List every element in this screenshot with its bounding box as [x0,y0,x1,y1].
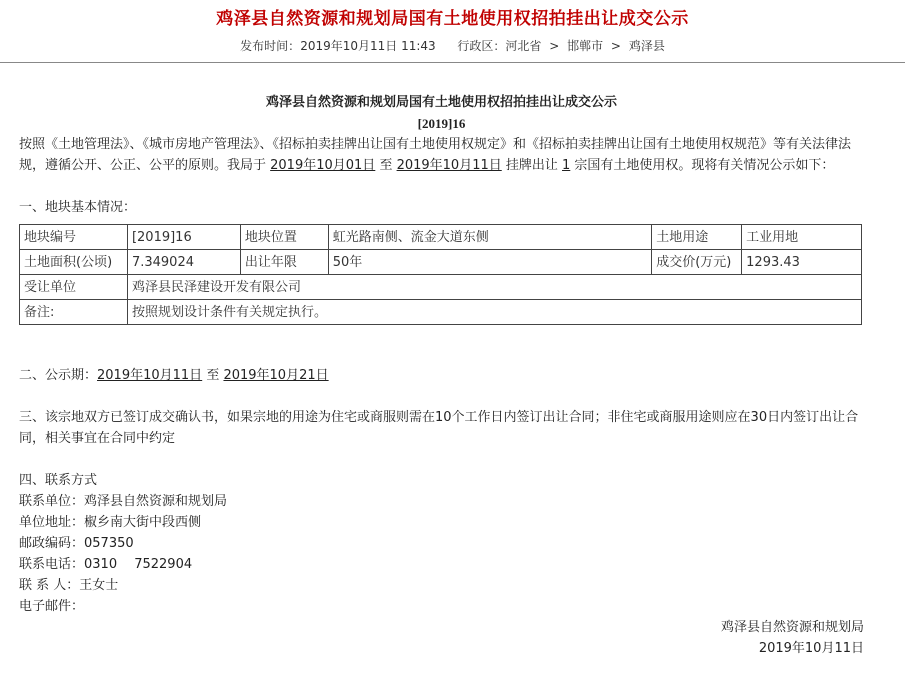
region-province: 河北省 [505,39,542,53]
contact-postcode: 邮政编码：057350 [19,536,134,551]
region-city: 邯郸市 [567,39,604,53]
page-title: 鸡泽县自然资源和规划局国有土地使用权招拍挂出让成交公示 [216,9,689,29]
contact-email: 电子邮件： [19,599,85,614]
document-title: 鸡泽县自然资源和规划局国有土地使用权招拍挂出让成交公示 [265,95,617,110]
region-county: 鸡泽县 [628,39,665,53]
parcel-count: 1 [562,158,571,173]
location-label: 地块位置 [240,225,328,250]
term: 50年 [328,250,651,275]
region-label: 行政区： [457,39,506,53]
page-header [0,0,905,63]
publish-meta [0,37,905,54]
remark-label: 备注: [20,300,128,325]
publish-label: 发布时间： [240,39,301,53]
breadcrumb-separator: > [549,39,560,53]
contact-unit: 联系单位：鸡泽县自然资源和规划局 [19,494,228,509]
section-1-heading: 一、地块基本情况： [19,200,137,215]
signature-org: 鸡泽县自然资源和规划局 [720,620,864,635]
contact-phone: 联系电话：0310 7522904 [19,557,193,572]
document-number: [2019]16 [417,116,466,131]
table-row [20,300,862,325]
table-row [20,250,862,275]
listing-start-date: 2019年10月01日 [270,158,376,173]
parcel-no-label: 地块编号 [20,225,128,250]
listing-end-date: 2019年10月11日 [396,158,502,173]
location: 虹光路南侧、流金大道东侧 [328,225,651,250]
land-use: 工业用地 [742,225,862,250]
use-label: 土地用途 [652,225,742,250]
notice-content [19,92,864,659]
section-4-heading: 四、联系方式 [19,473,98,488]
intro-paragraph: 按照《土地管理法》、《城市房地产管理法》、《招标拍卖挂牌出让国有土地使用权规定》和《招标拍卖挂牌出让国有土地使用权规范》等有关法律法规，遵循公开、公正、公平的原则。我局于 2019年10月01日 至 2019年10月11日 挂牌出让 1 宗国有土地使用权。现将有关情况公示如下： [19,137,852,173]
breadcrumb-separator: > [610,39,621,53]
section-2: 二、公示期：2019年10月11日 至 2019年10月21日 [19,368,329,383]
remark: 按照规划设计条件有关规定执行。 [127,300,861,325]
parcel-info-table [19,224,862,325]
price-label: 成交价(万元) [652,250,742,275]
area: 7.349024 [127,250,240,275]
table-row [20,275,862,300]
term-label: 出让年限 [240,250,328,275]
table-row [20,225,862,250]
signature-date: 2019年10月11日 [758,641,864,656]
period-start-date: 2019年10月11日 [97,368,203,383]
buyer-label: 受让单位 [20,275,128,300]
contact-address: 单位地址：椒乡南大街中段西侧 [19,515,202,530]
buyer: 鸡泽县民泽建设开发有限公司 [127,275,861,300]
contact-person: 联 系 人：王女士 [19,578,119,593]
publish-time: 2019年10月11日 11:43 [300,39,436,53]
price: 1293.43 [742,250,862,275]
period-end-date: 2019年10月21日 [223,368,329,383]
parcel-no: [2019]16 [127,225,240,250]
area-label: 土地面积(公顷) [20,250,128,275]
section-3: 三、该宗地双方已签订成交确认书，如果宗地的用途为住宅或商服则需在10个工作日内签订出让合同；非住宅或商服用途则应在30日内签订出让合同，相关事宜在合同中约定 [19,410,859,446]
